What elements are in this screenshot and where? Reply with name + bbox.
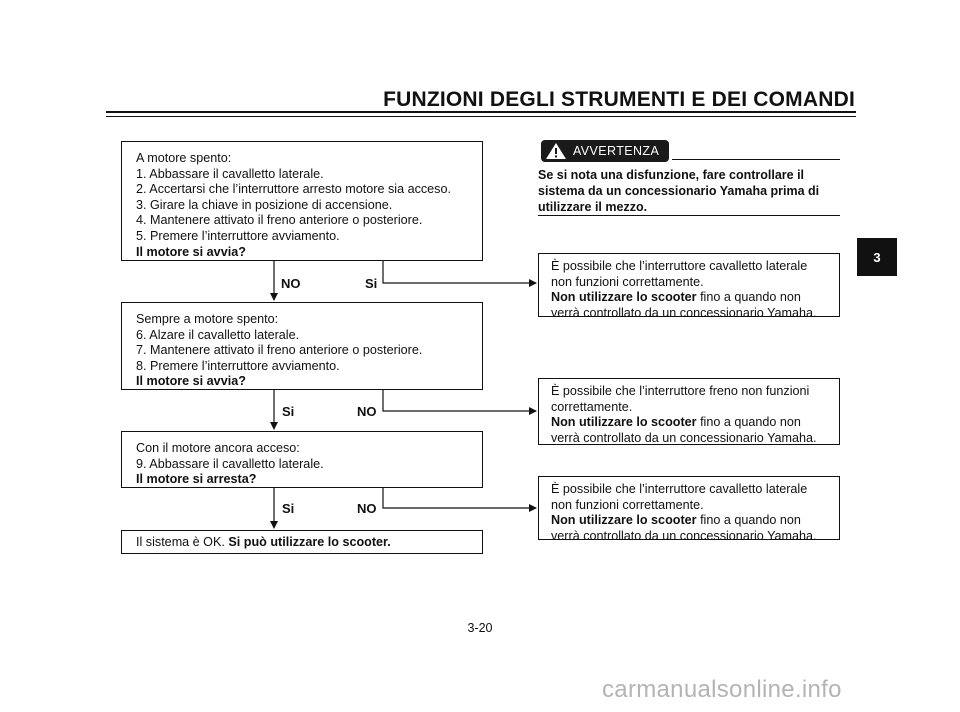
step-question: Il motore si avvia? [136, 374, 246, 389]
step-text: Con il motore ancora acceso: [136, 441, 300, 455]
arrow-right-1 [383, 261, 536, 283]
step-text: Sempre a motore spento: [136, 312, 279, 326]
result-box-brake-switch [538, 378, 840, 445]
step-text: 5. Premere l’interruttore avviamento. [136, 228, 340, 243]
step-question: Il motore si arresta? [136, 472, 257, 487]
flow-step-box-3 [121, 431, 483, 488]
step-text: 3. Girare la chiave in posizione di accensione. [136, 197, 393, 212]
branch-label-si: Si [282, 404, 295, 419]
warning-line: sistema da un concessionario Yamaha prima di [538, 184, 820, 198]
result-text: verrà controllato da un concessionario Yamaha. [551, 430, 817, 445]
result-text: non funzioni correttamente. [551, 497, 704, 512]
step-text: 1. Abbassare il cavalletto laterale. [136, 166, 324, 181]
result-bold: Non utilizzare lo scooter [551, 415, 697, 430]
result-text: fino a quando non [700, 290, 801, 305]
branch-label-no: NO [357, 501, 377, 516]
result-text: fino a quando non [700, 415, 801, 430]
flow-step-box-1 [121, 141, 483, 261]
branch-label-no: NO [281, 276, 301, 291]
arrow-right-3 [383, 488, 536, 508]
flow-result-ok-box [121, 530, 483, 554]
result-text: fino a quando non [700, 513, 801, 528]
warning-rule-bottom [538, 215, 840, 216]
step-text: 7. Mantenere attivato il freno anteriore o posteriore. [136, 343, 423, 358]
step-text: 8. Premere l’interruttore avviamento. [136, 358, 340, 373]
flow-step-box-2 [121, 302, 483, 390]
step-text: 4. Mantenere attivato il freno anteriore o posteriore. [136, 213, 423, 228]
warning-text [538, 167, 840, 215]
arrow-right-2 [383, 390, 536, 411]
branch-label-no: NO [357, 404, 377, 419]
step-text: 9. Abbassare il cavalletto laterale. [136, 456, 324, 471]
branch-label-si: Si [365, 276, 378, 291]
result-box-sidestand-switch-2 [538, 476, 840, 543]
step-text: A motore spento: [136, 151, 232, 165]
warning-line: Se si nota una disfunzione, fare controllare il [538, 168, 805, 182]
warning-badge [541, 140, 669, 162]
result-bold: Non utilizzare lo scooter [551, 290, 697, 305]
result-text: È possibile che l’interruttore cavalletto laterale [551, 482, 808, 496]
result-text: correttamente. [551, 399, 633, 414]
page-title: FUNZIONI DEGLI STRUMENTI E DEI COMANDI [383, 88, 855, 111]
warning-triangle-icon [545, 142, 567, 160]
step-question: Il motore si avvia? [136, 244, 246, 259]
result-text: non funzioni correttamente. [551, 274, 704, 289]
watermark: carmanualsonline.info [602, 676, 842, 703]
result-text: È possibile che l’interruttore cavalletto laterale [551, 259, 808, 273]
step-text: 2. Accertarsi che l’interruttore arresto motore sia acceso. [136, 182, 451, 197]
warning-line: utilizzare il mezzo. [538, 200, 648, 214]
result-text: È possibile che l’interruttore freno non funzioni [551, 384, 810, 398]
result-bold: Non utilizzare lo scooter [551, 513, 697, 528]
result-text: verrà controllato da un concessionario Yamaha. [551, 305, 817, 320]
chapter-tab: 3 [857, 238, 897, 276]
step-text: 6. Alzare il cavalletto laterale. [136, 327, 300, 342]
branch-label-si: Si [282, 501, 295, 516]
result-ok-text: Il sistema è OK. [136, 535, 225, 549]
warning-rule [672, 159, 840, 160]
result-box-sidestand-switch [538, 253, 840, 320]
result-ok-bold: Si può utilizzare lo scooter. [228, 535, 391, 549]
page-number: 3-20 [467, 621, 493, 635]
warning-badge-label: AVVERTENZA [573, 144, 660, 158]
result-text: verrà controllato da un concessionario Yamaha. [551, 528, 817, 543]
